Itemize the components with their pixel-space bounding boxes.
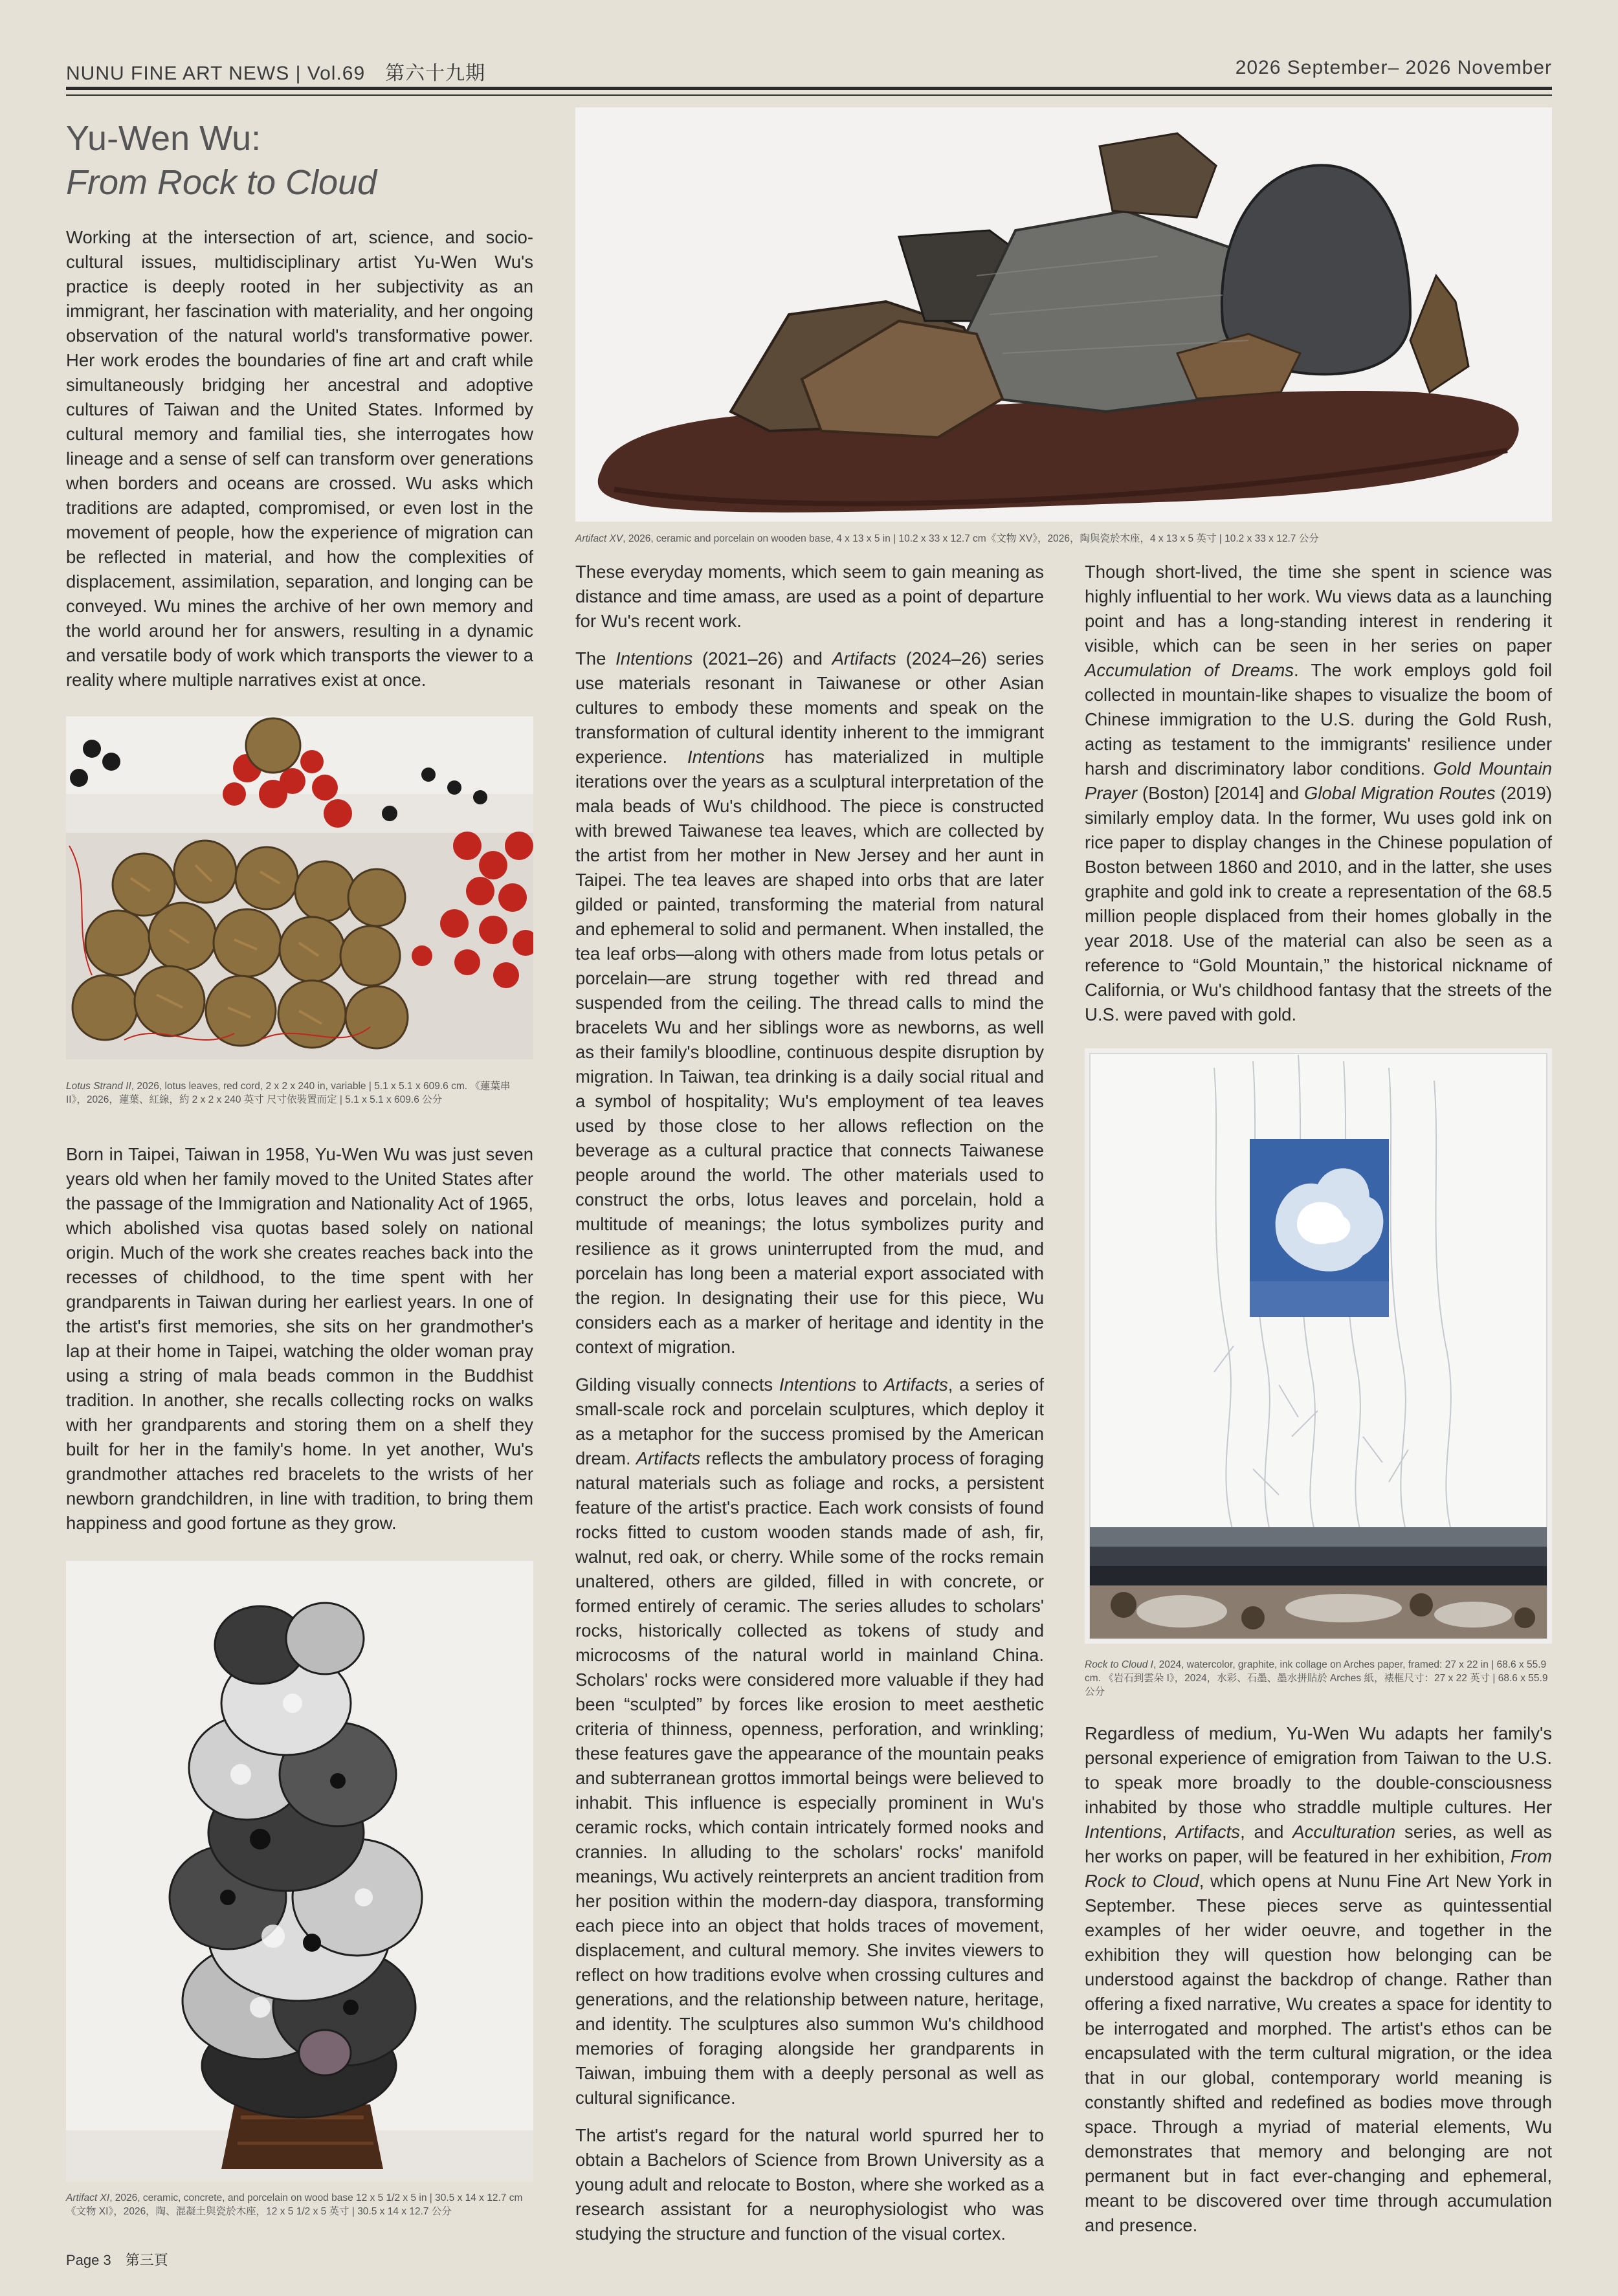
caption-artifact-xv-title: Artifact XV bbox=[575, 533, 623, 544]
caption-rock-to-cloud-title: Rock to Cloud I bbox=[1085, 1659, 1153, 1670]
caption-lotus-strand-title: Lotus Strand II bbox=[66, 1081, 131, 1092]
title-line-1: Yu-Wen Wu: bbox=[66, 119, 261, 158]
paragraph-intentions-artifacts: The Intentions (2021–26) and Artifacts (2024–26) series use materials resonant in Taiwanese or other Asian cultures to embody these moments and speak on the transformation of cultural identity inherent to the immigrant experience. Intentions has materialized in multiple iterations over the years as a sculptural interpretation of the mala beads of Wu's childhood. The piece is constructed with brewed Taiwanese tea leaves, which are collected by the artist from her mother in New Jersey and her aunt in Taipei. The tea leaves are shaped into orbs that are later gilded or painted, transforming the material from natural and ephemeral to solid and permanent. When installed, the tea leaf orbs—along with others made from lotus petals or porcelain—are strung together with red thread and suspended from the ceiling. The thread calls to mind the bracelets Wu and her siblings wore as newborns, as well as their family's bloodline, continuous despite disruption by migration. In Taiwan, tea drinking is a daily social ritual and a symbol of hospitality; Wu's employment of tea leaves used by those close to her allows reflection on the beverage as a cultural practice that connects Taiwanese people around the world. The other materials used to construct the orbs, lotus leaves and porcelain, hold a multitude of meanings; the lotus symbolizes purity and resilience as it grows uninterrupted from the mud, and porcelain has long been a material export associated with the region. In designating their use for this piece, Wu considers each as a marker of heritage and identity in the context of migration. bbox=[575, 648, 1044, 1357]
column-1-intro bbox=[66, 225, 533, 705]
masthead bbox=[66, 53, 1552, 84]
caption-lotus-strand-details: , 2026, lotus leaves, red cord, 2 x 2 x 240 in, variable | 5.1 x 5.1 x 609.6 cm. 《蓮葉串 II》，2026，蓮葉、紅線，約 2 x 2 x 240 英寸 尺寸依裝置而定 | 5.1 x 5.1 x 609.6 公分 bbox=[66, 1081, 511, 1105]
paragraph-natural-world: The artist's regard for the natural world spurred her to obtain a Bachelors of Science from Brown University as a young adult and relocate to Boston, where she worked as a research assistant for a neurophysiologist who was studying the structure and function of the visual cortex. bbox=[575, 2125, 1044, 2244]
paragraph-intro: Working at the intersection of art, science, and socio-cultural issues, multidisciplinary artist Yu-Wen Wu's practice is deeply rooted in her subjectivity as an immigrant, her fascination with materiality, and her ongoing observation of the natural world's transformative power. Her work erodes the boundaries of fine art and craft while simultaneously bridging her ancestral and adoptive cultures of Taiwan and the United States. Informed by cultural memory and familial ties, she interrogates how lineage and a sense of self can transform over generations when borders and oceans are crossed. Wu asks which traditions are adapted, compromised, or even lost in the movement of people, how the experience of migration can be reflected in material, and how the complexities of displacement, assimilation, separation, and longing can be conveyed. Wu mines the archive of her own memory and the world around her for answers, resulting in a dynamic and versatile body of work which transports the viewer to a reality where multiple narratives exist at once. bbox=[66, 227, 533, 690]
caption-artifact-xi-details: , 2026, ceramic, concrete, and porcelain on wood base 12 x 5 1/2 x 5 in | 30.5 x 14 x 12.7 cm《文物 XI》，2026，陶、混凝土與瓷於木座，12 x 5 1/2 x 5 英寸 | 30.5 x 14 x 12.7 公分 bbox=[66, 2192, 523, 2217]
caption-artifact-xi-title: Artifact XI bbox=[66, 2192, 110, 2203]
paragraph-conclusion: Regardless of medium, Yu-Wen Wu adapts her family's personal experience of emigration from Taiwan to the U.S. to speak more broadly to the double-consciousness inhabited by those who straddle multiple cultures. Her Intentions, Artifacts, and Acculturation series, as well as her works on paper, will be featured in her exhibition, From Rock to Cloud, which opens at Nunu Fine Art New York in September. These pieces serve as quintessential examples of her wider oeuvre, and together in the exhibition they will question how belonging can be understood against the backdrop of change. Rather than offering a fixed narrative, Wu creates a space for identity to be interrogated and morphed. The artist's ethos can be encapsulated with the term cultural migration, or the idea that in our global, contemporary world meaning is constantly shifted and redefined as bodies move through space. Through a myriad of material elements, Wu demonstrates that memory and belonging are not permanent but in fact ever-changing and ephemeral, meant to be discovered over time through accumulation and presence. bbox=[1085, 1723, 1552, 2235]
paragraph-biography: Born in Taipei, Taiwan in 1958, Yu-Wen Wu was just seven years old when her family moved to the United States after the passage of the Immigration and Nationality Act of 1965, which abolished visa quotas based solely on national origin. Much of the work she creates reaches back into the recesses of childhood, to the time spent with her grandparents in Taiwan during her earliest years. In one of the artist's first memories, she sits on her grandmother's lap at their home in Taipei, watching the older woman pray using a string of mala beads common in the Buddhist tradition. In another, she recalls collecting rocks on walks with her grandparents and storing them on a shelf they built for her in the family's home. In yet another, Wu's grandmother attaches red bracelets to the wrists of her newborn grandchildren, in line with tradition, to bring them happiness and good fortune as they grow. bbox=[66, 1144, 533, 1533]
paragraph-science: Though short-lived, the time she spent in science was highly influential to her work. Wu views data as a launching point and has a long-standing interest in rendering it visible, which can be seen in her series on paper Accumulation of Dreams. The work employs gold foil collected in mountain-like shapes to visualize the boom of Chinese immigration to the U.S. during the Gold Rush, acting as testament to the immigrants' resilience under harsh and discriminatory labor conditions. Gold Mountain Prayer (Boston) [2014] and Global Migration Routes (2019) similarly employ data. In the former, Wu uses gold ink on rice paper to display changes in the Chinese population of Boston between 1860 and 2010, and in the latter, she uses graphite and gold ink to create a representation of the 68.5 million people displaced from their homes globally in the year 2018. Use of the material can also be seen as a reference to “Gold Mountain,” the historical nickname of California, or Wu's childhood fantasy that the streets of the U.S. were paved with gold. bbox=[1085, 562, 1552, 1024]
caption-artifact-xi bbox=[66, 2191, 533, 2218]
caption-artifact-xv bbox=[575, 532, 1552, 546]
rock-to-cloud-photo bbox=[1085, 1048, 1552, 1644]
issue-date-range: 2026 September– 2026 November bbox=[1235, 57, 1552, 78]
lotus-strand-photo bbox=[66, 716, 533, 1059]
caption-rock-to-cloud-details: , 2024, watercolor, graphite, ink collage on Arches paper, framed: 27 x 22 in | 68.6 x 55.9 cm. 《岩石到雲朵 I》，2024，水彩、石墨、墨水拼貼於 Arches 紙，裱框尺寸：27 x 22 英寸 | 68.6 x 55.9 公分 bbox=[1085, 1659, 1548, 1697]
header-rule-thick bbox=[66, 87, 1552, 90]
caption-rock-to-cloud bbox=[1085, 1658, 1552, 1699]
article-title bbox=[66, 116, 532, 204]
column-2 bbox=[575, 560, 1044, 2259]
artifact-xi-photo bbox=[66, 1561, 533, 2182]
paragraph-gilding: Gilding visually connects Intentions to Artifacts, a series of small-scale rock and porcelain sculptures, which deploy it as a metaphor for the success promised by the American dream. Artifacts reflects the ambulatory process of foraging natural materials such as foliage and rocks, a persistent feature of the artist's practice. Each work consists of found rocks fitted to custom wooden stands made of ash, fir, walnut, red oak, or cherry. While some of the rocks remain unaltered, others are gilded, filled in with concrete, or formed entirely of ceramic. The series alludes to scholars' rocks, historically collected as tokens of study and microcosms of the natural world in mainland China. Scholars' rocks were considered more valuable if they had been “sculpted” by forces like erosion to meet aesthetic criteria of thinness, openness, perforation, and wrinkling; these features gave the appearance of the mountain peaks and subterranean grottos immortal beings were believed to inhabit. This influence is especially prominent in Wu's ceramic rocks, which contain intricately formed nooks and crannies. In alluding to the scholars' rocks' manifold meanings, Wu actively reinterprets an ancient tradition from her position within the modern-day diaspora, transforming each piece into an object that holds traces of movement, displacement, and cultural memory. She invites viewers to reflect on how traditions evolve when crossing cultures and generations, and the relationship between nature, heritage, and identity. The sculptures also summon Wu's childhood memories of foraging alongside her grandparents in Taiwan, imbuing them with a deeply personal as well as cultural significance. bbox=[575, 1374, 1044, 2108]
publication-title: NUNU FINE ART NEWS | Vol.69 第六十九期 bbox=[66, 63, 486, 84]
column-1-biography bbox=[66, 1142, 533, 1549]
caption-artifact-xv-details: , 2026, ceramic and porcelain on wooden base, 4 x 13 x 5 in | 10.2 x 33 x 12.7 cm《文物 XV》，2026，陶與瓷於木座，4 x 13 x 5 英寸 | 10.2 x 33 x 12.7 公分 bbox=[623, 533, 1319, 544]
title-line-2: From Rock to Cloud bbox=[66, 163, 377, 202]
paragraph-everyday-moments: These everyday moments, which seem to gain meaning as distance and time amass, are used as a point of departure for Wu's recent work. bbox=[575, 562, 1044, 631]
caption-lotus-strand bbox=[66, 1079, 533, 1107]
header-rule-thin bbox=[66, 94, 1552, 96]
artifact-xv-photo bbox=[575, 107, 1552, 522]
column-3-science bbox=[1085, 560, 1552, 1040]
column-3-conclusion bbox=[1085, 1721, 1552, 2251]
page-number: Page 3 第三頁 bbox=[66, 2252, 168, 2268]
